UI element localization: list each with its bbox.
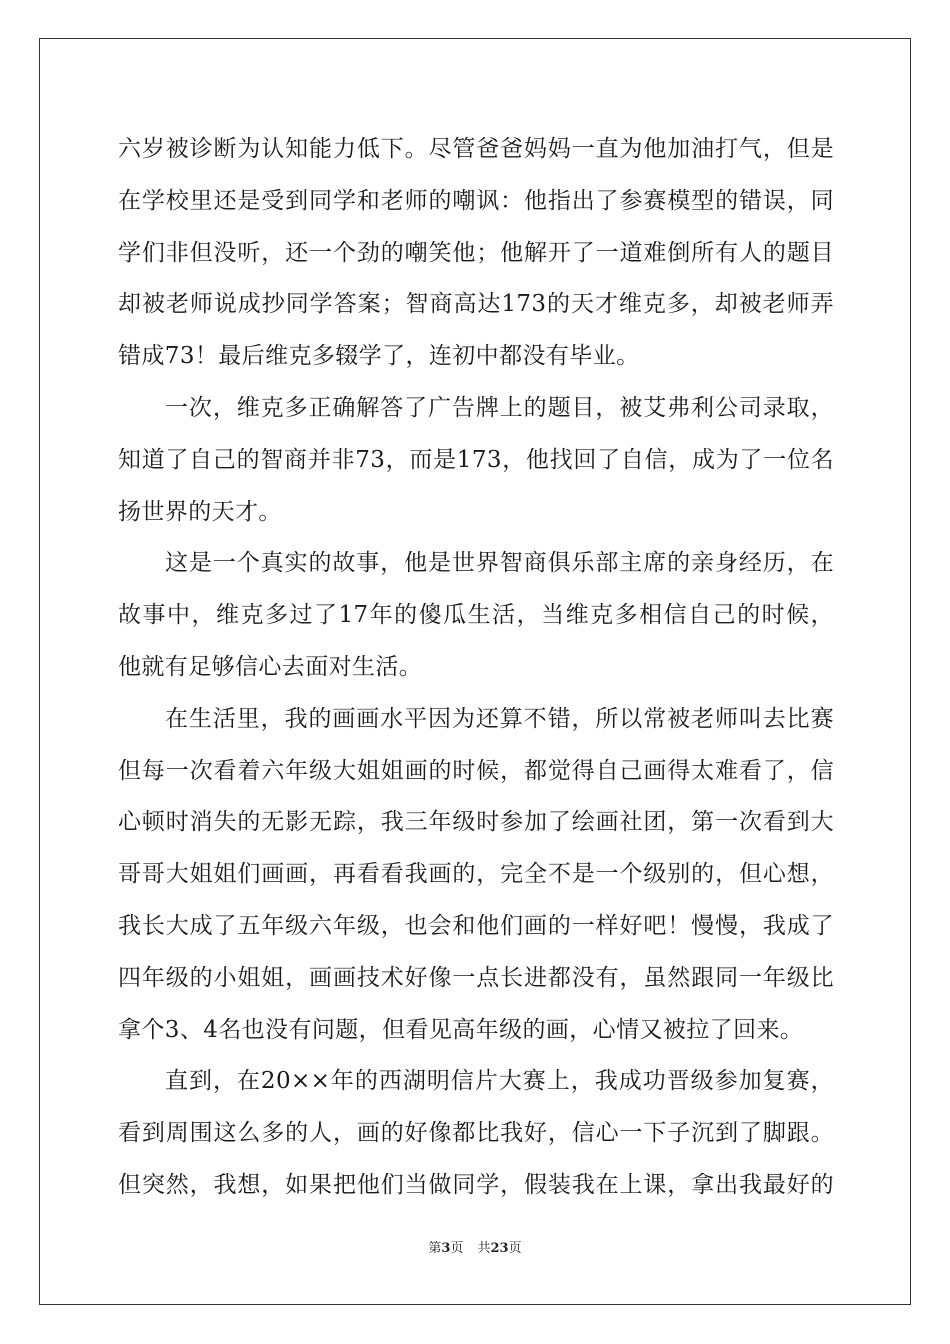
page-footer xyxy=(0,1240,950,1258)
page-suffix: 页 xyxy=(450,1241,464,1256)
text-line: 错成73！最后维克多辍学了，连初中都没有毕业。 xyxy=(118,343,640,370)
text-line: 一次，维克多正确解答了广告牌上的题目，被艾弗利公司录取， xyxy=(165,394,834,421)
text-line: 心顿时消失的无影无踪，我三年级时参加了绘画社团，第一次看到大 xyxy=(118,809,834,836)
text-line: 看到周围这么多的人，画的好像都比我好，信心一下子沉到了脚跟。 xyxy=(118,1120,834,1147)
text-line: 哥哥大姐姐们画画，再看看我画的，完全不是一个级别的，但心想， xyxy=(118,861,834,888)
document-body xyxy=(118,128,834,1216)
page-number: 3 xyxy=(441,1241,451,1256)
text-line: 六岁被诊断为认知能力低下。尽管爸爸妈妈一直为他加油打气，但是 xyxy=(118,136,834,162)
page-prefix: 第 xyxy=(428,1241,442,1256)
text-line: 知道了自己的智商并非73，而是173，他找回了自信，成为了一位名 xyxy=(118,446,834,473)
text-line: 故事中，维克多过了17年的傻瓜生活，当维克多相信自己的时候， xyxy=(118,602,834,629)
text-line: 他就有足够信心去面对生活。 xyxy=(118,653,423,680)
total-pages: 23 xyxy=(490,1241,509,1256)
text-line: 四年级的小姐姐，画画技术好像一点长进都没有，虽然跟同一年级比 xyxy=(118,964,834,991)
text-line: 我长大成了五年级六年级，也会和他们画的一样好吧！慢慢，我成了 xyxy=(118,912,834,939)
text-line: 却被老师说成抄同学答案；智商高达173的天才维克多，却被老师弄 xyxy=(118,291,834,318)
text-line: 扬世界的天才。 xyxy=(118,498,282,525)
text-line: 但突然，我想，如果把他们当做同学，假装我在上课，拿出我最好的 xyxy=(118,1171,834,1198)
total-prefix: 共 xyxy=(477,1241,491,1256)
text-line: 但每一次看着六年级大姐姐画的时候，都觉得自己画得太难看了，信 xyxy=(118,757,834,784)
total-suffix: 页 xyxy=(508,1241,522,1256)
text-line: 在学校里还是受到同学和老师的嘲讽：他指出了参赛模型的错误，同 xyxy=(118,187,834,214)
text-line: 在生活里，我的画画水平因为还算不错，所以常被老师叫去比赛 xyxy=(165,705,834,732)
text-line: 直到，在20××年的西湖明信片大赛上，我成功晋级参加复赛， xyxy=(165,1068,834,1095)
text-line: 这是一个真实的故事，他是世界智商俱乐部主席的亲身经历，在 xyxy=(165,550,834,577)
text-line: 学们非但没听，还一个劲的嘲笑他；他解开了一道难倒所有人的题目 xyxy=(118,239,834,266)
text-line: 拿个3、4名也没有问题，但看见高年级的画，心情又被拉了回来。 xyxy=(118,1016,804,1043)
